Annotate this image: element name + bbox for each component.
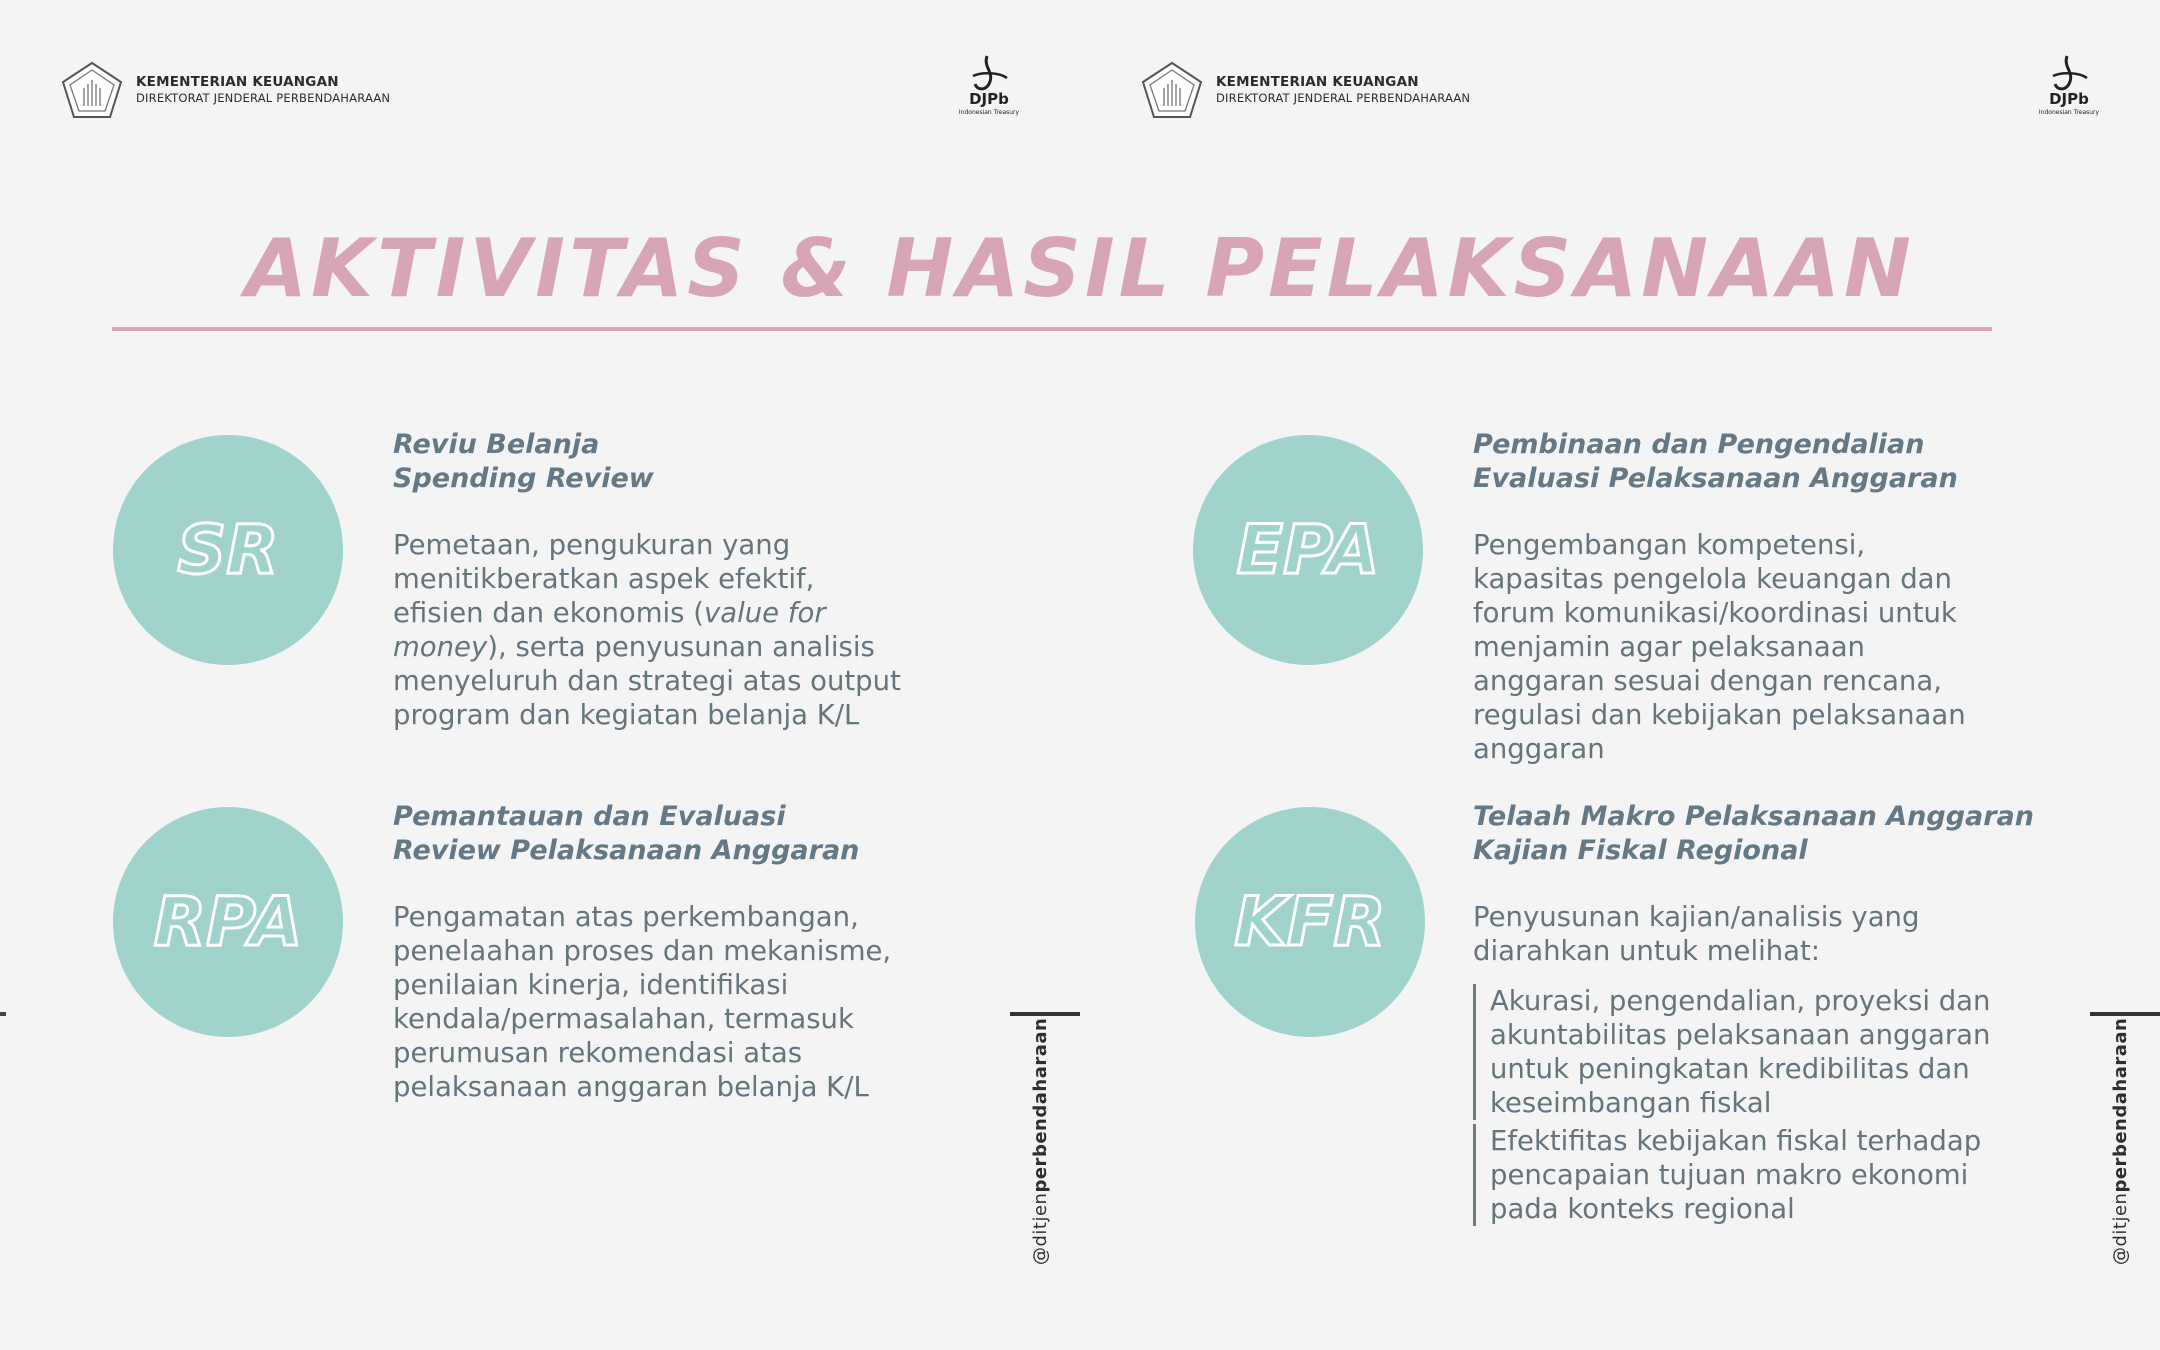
- org-brand-left: [60, 60, 390, 120]
- card-kfr: [1473, 800, 2034, 1226]
- card-kfr-subtitle: Kajian Fiskal Regional: [1473, 835, 1808, 866]
- card-kfr-title: Telaah Makro Pelaksanaan Anggaran: [1473, 801, 2035, 832]
- social-handle-right: @ditjenperbendaharaan: [2110, 1017, 2131, 1265]
- org-unit: DIREKTORAT JENDERAL PERBENDAHARAAN: [1216, 91, 1471, 106]
- edge-tick: [0, 1012, 6, 1016]
- org-unit: DIREKTORAT JENDERAL PERBENDAHARAAN: [136, 91, 391, 106]
- social-handle-left: @ditjenperbendaharaan: [1030, 1017, 1051, 1265]
- card-sr: [393, 428, 901, 732]
- card-rpa: [393, 800, 891, 1104]
- kemenkeu-emblem-icon: [1140, 60, 1204, 120]
- card-epa: [1473, 428, 1966, 766]
- kemenkeu-emblem-icon: [60, 60, 124, 120]
- djpb-logo-right: DJPb Indonesian Treasury: [2034, 54, 2104, 116]
- card-sr-subtitle: Spending Review: [393, 463, 654, 494]
- card-rpa-title: Pemantauan dan Evaluasi: [393, 801, 786, 832]
- side-rule-right: [2090, 1012, 2160, 1016]
- sr-abbr: SR: [177, 511, 279, 590]
- card-epa-title: Pembinaan dan Pengendalian: [1473, 429, 1925, 460]
- kfr-bullet-item: Akurasi, pengendalian, proyeksi dan akuntabilitas pelaksanaan anggaran untuk peningkatan kredibilitas dan keseimbangan fiskal: [1473, 984, 2034, 1120]
- card-kfr-desc: Penyusunan kajian/analisis yang diarahkan untuk melihat:: [1473, 901, 1920, 967]
- card-rpa-subtitle: Review Pelaksanaan Anggaran: [393, 835, 860, 866]
- kfr-abbr: KFR: [1234, 883, 1386, 962]
- djpb-logo-icon: [965, 54, 1013, 94]
- rpa-abbr: RPA: [153, 883, 303, 962]
- sr-badge: [113, 435, 343, 665]
- epa-badge: [1193, 435, 1423, 665]
- org-name: KEMENTERIAN KEUANGAN: [136, 74, 339, 91]
- card-epa-subtitle: Evaluasi Pelaksanaan Anggaran: [1473, 463, 1958, 494]
- card-epa-desc: Pengembangan kompetensi, kapasitas pengelola keuangan dan forum komunikasi/koordinasi untuk menjamin agar pelaksanaan anggaran sesuai dengan rencana, regulasi dan kebijakan pelaksanaan anggaran: [1473, 529, 1966, 765]
- org-brand-right: [1140, 60, 1470, 120]
- org-name: KEMENTERIAN KEUANGAN: [1216, 74, 1419, 91]
- title-divider: [112, 327, 1992, 331]
- card-sr-title: Reviu Belanja: [393, 429, 600, 460]
- epa-abbr: EPA: [1236, 511, 1380, 590]
- side-rule-left: [1010, 1012, 1080, 1016]
- djpb-logo-icon: [2045, 54, 2093, 94]
- page-title: AKTIVITAS & HASIL PELAKSANAAN: [245, 222, 1915, 315]
- rpa-badge: [113, 807, 343, 1037]
- card-rpa-desc: Pengamatan atas perkembangan, penelaahan proses dan mekanisme, penilaian kinerja, identifikasi kendala/permasalahan, termasuk perumusan rekomendasi atas pelaksanaan anggaran belanja K/L: [393, 901, 892, 1103]
- card-sr-desc: Pemetaan, pengukuran yang menitikberatkan aspek efektif, efisien dan ekonomis (value for money), serta penyusunan analisis menyeluruh dan strategi atas output program dan kegiatan belanja K/L: [393, 529, 901, 731]
- kfr-bullet-item: Efektifitas kebijakan fiskal terhadap pencapaian tujuan makro ekonomi pada konteks regional: [1473, 1124, 2034, 1226]
- kfr-badge: [1195, 807, 1425, 1037]
- djpb-logo-left: DJPb Indonesian Treasury: [954, 54, 1024, 116]
